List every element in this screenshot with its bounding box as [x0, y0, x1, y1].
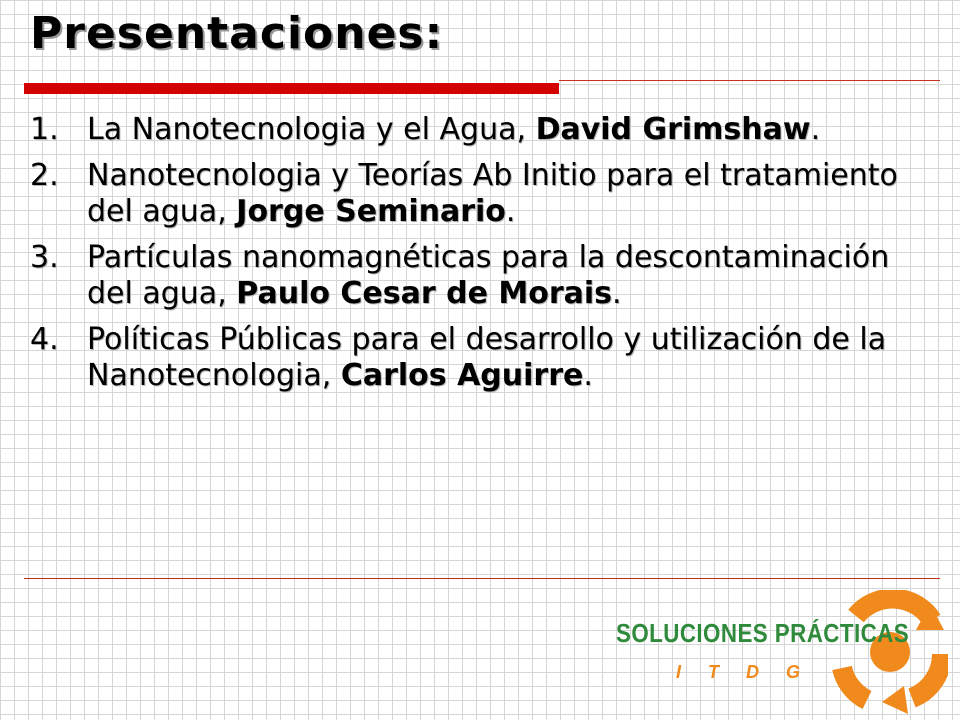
item-text: La Nanotecnologia y el Agua, [87, 112, 536, 147]
title-accent-bar [24, 83, 559, 94]
item-end: . [810, 112, 821, 147]
logo-wordmark: SOLUCIONES PRÁCTICAS [616, 618, 910, 648]
orange-circular-arrows-icon [612, 590, 948, 715]
item-author: Carlos Aguirre [340, 358, 584, 393]
item-number: 3. [30, 240, 59, 275]
item-end: . [612, 276, 622, 311]
soluciones-practicas-logo [612, 590, 948, 715]
item-text: Nanotecnologia y Teorías Ab Initio para el tratamiento del agua, [87, 158, 898, 229]
item-end: . [505, 194, 516, 229]
title-divider-line [559, 80, 940, 81]
item-number: 4. [30, 322, 59, 357]
list-item [30, 158, 935, 230]
item-text: Políticas Públicas para el desarrollo y utilización de la Nanotecnologia, [87, 322, 887, 393]
item-end: . [583, 358, 593, 393]
item-number: 2. [30, 158, 59, 193]
item-author: Paulo Cesar de Morais [236, 276, 613, 311]
presentation-list [30, 112, 935, 404]
logo-subtitle: ITDG [676, 662, 827, 682]
item-author: Jorge Seminario [236, 194, 506, 229]
list-item [30, 240, 935, 312]
item-text: Partículas nanomagnéticas para la descontaminación del agua, [87, 240, 890, 311]
item-author: David Grimshaw [535, 112, 811, 147]
item-number: 1. [30, 112, 59, 147]
list-item [30, 112, 935, 148]
footer-divider-line [24, 578, 940, 579]
slide-title: Presentaciones: [30, 8, 444, 59]
list-item [30, 322, 935, 394]
